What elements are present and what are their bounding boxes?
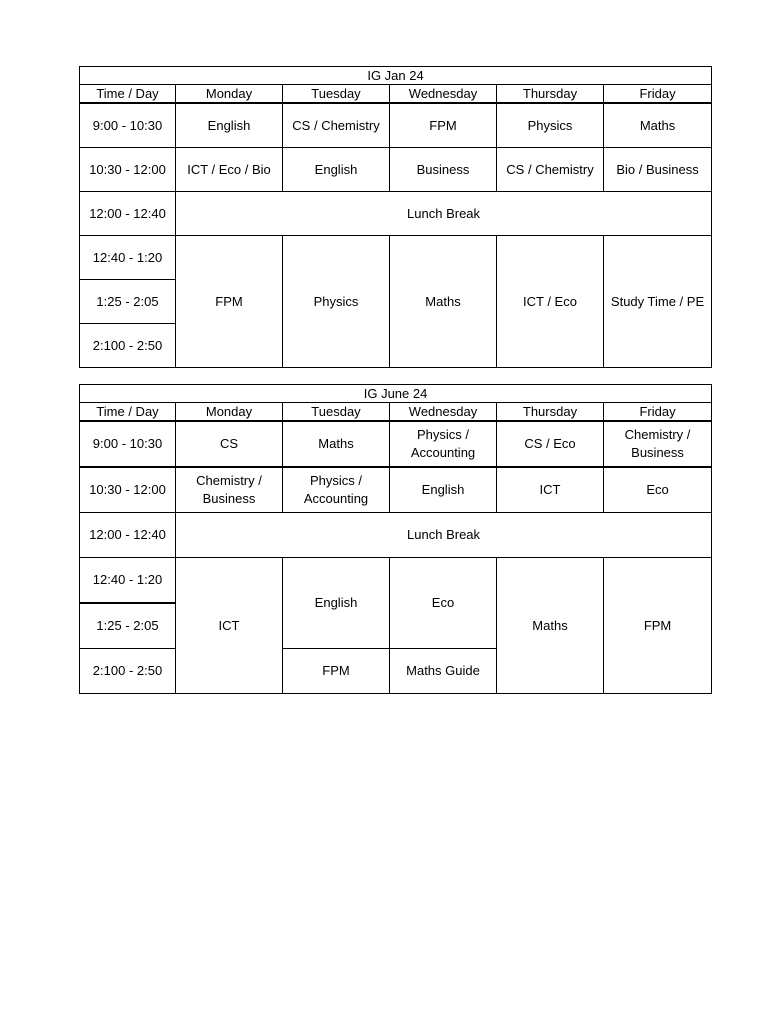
lunch-break: Lunch Break [176,513,712,558]
class-cell: English [176,103,283,148]
time-slot: 9:00 - 10:30 [80,421,176,467]
class-cell: FPM [390,103,497,148]
time-slot: 12:40 - 1:20 [80,558,176,604]
class-cell: Physics / Accounting [390,421,497,467]
time-slot: 12:40 - 1:20 [80,236,176,280]
header-monday: Monday [176,85,283,104]
class-cell: English [283,558,390,649]
class-cell: Eco [390,558,497,649]
class-cell: Eco [604,467,712,513]
header-tuesday: Tuesday [283,403,390,422]
timetable-title: IG Jan 24 [80,67,712,85]
class-cell: Physics / Accounting [283,467,390,513]
class-cell: Business [390,148,497,192]
time-slot: 10:30 - 12:00 [80,148,176,192]
timetable-june-24 [79,384,712,694]
header-wednesday: Wednesday [390,403,497,422]
header-friday: Friday [604,85,712,104]
time-slot: 1:25 - 2:05 [80,280,176,324]
class-cell: Chemistry / Business [604,421,712,467]
header-time-day: Time / Day [80,85,176,104]
class-cell: ICT [497,467,604,513]
class-cell: Maths [390,236,497,368]
header-thursday: Thursday [497,85,604,104]
class-cell: Maths Guide [390,649,497,694]
time-slot: 2:100 - 2:50 [80,649,176,694]
header-thursday: Thursday [497,403,604,422]
class-cell: Maths [497,558,604,694]
class-cell: Maths [604,103,712,148]
class-cell: Physics [283,236,390,368]
class-cell: English [390,467,497,513]
class-cell: Maths [283,421,390,467]
timetable-jan-24 [79,66,712,368]
time-slot: 1:25 - 2:05 [80,603,176,649]
class-cell: Physics [497,103,604,148]
header-tuesday: Tuesday [283,85,390,104]
class-cell: ICT / Eco / Bio [176,148,283,192]
class-cell: Chemistry / Business [176,467,283,513]
class-cell: FPM [604,558,712,694]
class-cell: English [283,148,390,192]
class-cell: Bio / Business [604,148,712,192]
class-cell: ICT / Eco [497,236,604,368]
class-cell: CS / Eco [497,421,604,467]
class-cell: CS / Chemistry [497,148,604,192]
timetable-title: IG June 24 [80,385,712,403]
class-cell: CS / Chemistry [283,103,390,148]
header-time-day: Time / Day [80,403,176,422]
lunch-break: Lunch Break [176,192,712,236]
class-cell: FPM [283,649,390,694]
class-cell: FPM [176,236,283,368]
time-slot: 2:100 - 2:50 [80,324,176,368]
time-slot: 9:00 - 10:30 [80,103,176,148]
header-monday: Monday [176,403,283,422]
time-slot: 12:00 - 12:40 [80,192,176,236]
header-friday: Friday [604,403,712,422]
class-cell: Study Time / PE [604,236,712,368]
class-cell: CS [176,421,283,467]
header-wednesday: Wednesday [390,85,497,104]
time-slot: 10:30 - 12:00 [80,467,176,513]
time-slot: 12:00 - 12:40 [80,513,176,558]
class-cell: ICT [176,558,283,694]
